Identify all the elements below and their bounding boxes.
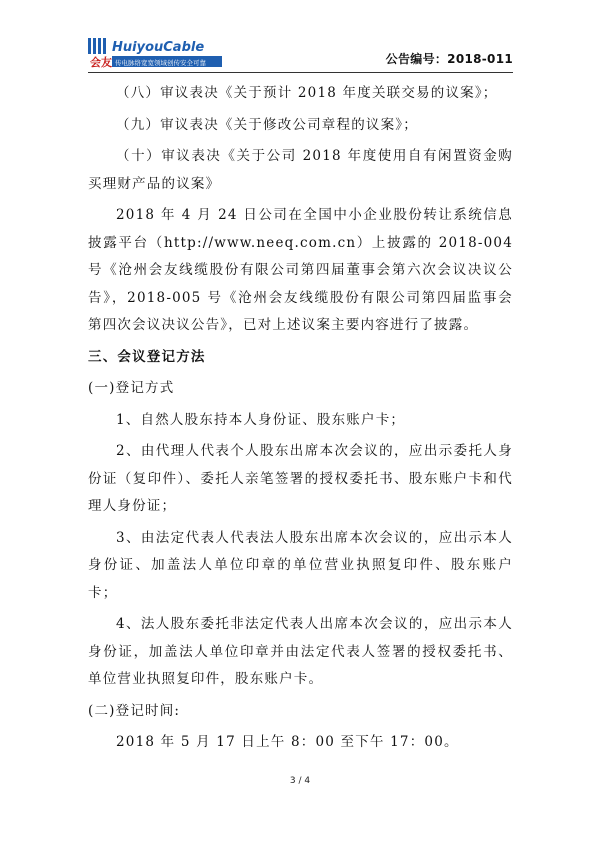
logo-cn-text: 会友 [90,56,112,69]
logo-tagline: 传电脉络宽宽领域创传安全可靠 [115,59,206,67]
page-number: 3 / 4 [289,776,311,786]
registration-time-text: 2018 年 5 月 17 日上午 8：00 至下午 17：00。 [116,734,459,750]
registration-item-4: 4、法人股东委托非法定代表人出席本次会议的，应出示本人身份证，加盖法人单位印章并由法定代表人签署的授权委托书、单位营业执照复印件，股东账户卡。 [88,616,513,687]
document-body [88,80,513,761]
registration-method-title: (一)登记方式 [88,380,175,396]
registration-item-2: 2、由代理人代表个人股东出席本次会议的，应出示委托人身份证（复印件）、委托人亲笔签署的授权委托书、股东账户卡和代理人身份证； [88,443,513,514]
document-number: 公告编号：2018-011 [385,52,513,66]
agenda-item-9: （九）审议表决《关于修改公司章程的议案》； [116,116,418,133]
section-3-title: 三、会议登记方法 [88,348,206,365]
registration-time-title: (二)登记时间: [88,702,181,719]
disclosure-paragraph: 2018 年 4 月 24 日公司在全国中小企业股份转让系统信息披露平台（http://www.neeq.com.cn）上披露的 2018-004 号《沧州会友线缆股份有限公司第四届董事会第六次会议决议公告》，2018-005 号《沧州会友线缆股份有限公司第四届监事会第四次会议决议公告》，已对上述议案主要内容进行了披露。 [88,207,513,333]
page-header [88,36,513,74]
registration-item-3: 3、由法定代表人代表法人股东出席本次会议的，应出示本人身份证、加盖法人单位印章的单位营业执照复印件、股东账户卡； [88,529,513,601]
agenda-item-8: （八）审议表决《关于预计 2018 年度关联交易的议案》； [116,85,498,101]
registration-item-1: 1、自然人股东持本人身份证、股东账户卡； [116,411,406,428]
company-logo [88,36,238,70]
header-rule [88,72,513,73]
logo-brand-text: HuiyouCable [112,40,205,55]
agenda-item-10: （十）审议表决《关于公司 2018 年度使用自有闲置资金购买理财产品的议案》 [88,148,513,192]
